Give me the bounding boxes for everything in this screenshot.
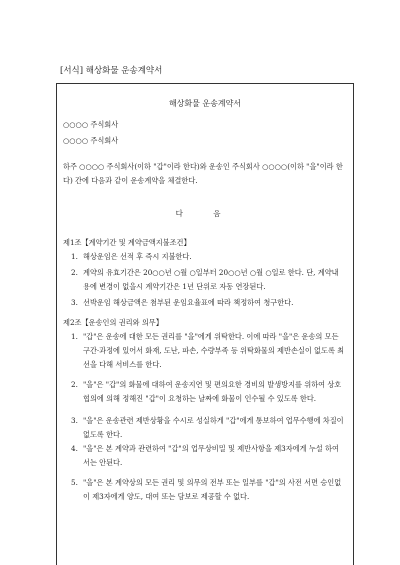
article-1-item-1 <box>63 250 345 264</box>
article-1-title: 제1조【계약기간 및 계약금액지불조건】 <box>63 238 191 247</box>
article-1-item-3 <box>63 296 345 310</box>
item-text: "을"은 운송관련 제반상황을 수시로 성실하게 "갑"에게 통보하여 업무수행에 차질이 없도록 한다. <box>83 416 344 439</box>
item-text: 해상운임은 선적 후 즉시 지불한다. <box>83 252 192 261</box>
article-2-title: 제2조【운송인의 권리와 의무】 <box>63 318 163 327</box>
item-text: 계약의 유효기간은 20○○년 ○월 ○일부터 20○○년 ○월 ○일로 한다. 단, 계약내용에 변경이 없을시 계약기간은 1년 단위로 자동 연장된다. <box>83 268 339 291</box>
article-2-item-3 <box>63 414 345 442</box>
article-2-item-2 <box>63 378 345 406</box>
item-number: 4. <box>71 444 78 453</box>
item-text: "을"은 본 계약상의 모든 권리 및 의무의 전부 또는 일부를 "갑"의 사전 서면 승인없이 제3자에게 양도, 대여 또는 담보로 제공할 수 없다. <box>83 478 342 501</box>
item-number: 3. <box>71 416 78 425</box>
article-2-item-4 <box>63 442 345 470</box>
item-number: 1. <box>71 252 78 261</box>
item-number: 2. <box>71 268 78 277</box>
item-text: 선박운임 해상금액은 첨부된 운임요율표에 따라 책정하여 청구한다. <box>83 298 294 307</box>
party-line-1: ○○○○ 주식회사 <box>63 120 119 129</box>
article-1-item-2 <box>63 266 345 294</box>
item-number: 1. <box>71 332 78 341</box>
article-2-item-1 <box>63 330 345 372</box>
party-line-2: ○○○○ 주식회사 <box>63 136 119 145</box>
item-number: 3. <box>71 298 78 307</box>
item-number: 2. <box>71 380 78 389</box>
document-label: [서식] 해상화물 운송계약서 <box>60 66 163 76</box>
intro-paragraph: 하주 ○○○○ 주식회사(이하 "갑"이라 한다)와 운송인 주식회사 ○○○○(이하 "을"이라 한다) 간에 다음과 같이 운송계약을 체결한다. <box>63 162 343 185</box>
section-heading: 다 음 <box>175 209 235 218</box>
item-text: "을"은 "갑"의 화물에 대하여 운송지연 및 편의요한 경비의 발생방지를 위하여 상호 협의에 의해 정해진 "갑"이 요청하는 날짜에 화물이 인수될 수 있도록 한다. <box>83 380 342 403</box>
contract-title: 해상화물 운송계약서 <box>168 99 242 108</box>
item-number: 5. <box>71 478 78 487</box>
contract-frame <box>56 83 354 565</box>
item-text: "갑"은 운송에 대한 모든 권리를 "을"에게 위탁한다. 이에 따라 "을"은 운송의 모든 구간·과정에 있어서 화재, 도난, 파손, 수량부족 등 위탁화물의 제반손실이 없도록 최선을 다해 서비스를 한다. <box>83 332 345 369</box>
item-text: "을"은 본 계약과 관련하여 "갑"의 업무상비밀 및 제반사항을 제3자에게 누설 하여서는 안된다. <box>83 444 339 467</box>
article-2-item-5 <box>63 476 345 504</box>
